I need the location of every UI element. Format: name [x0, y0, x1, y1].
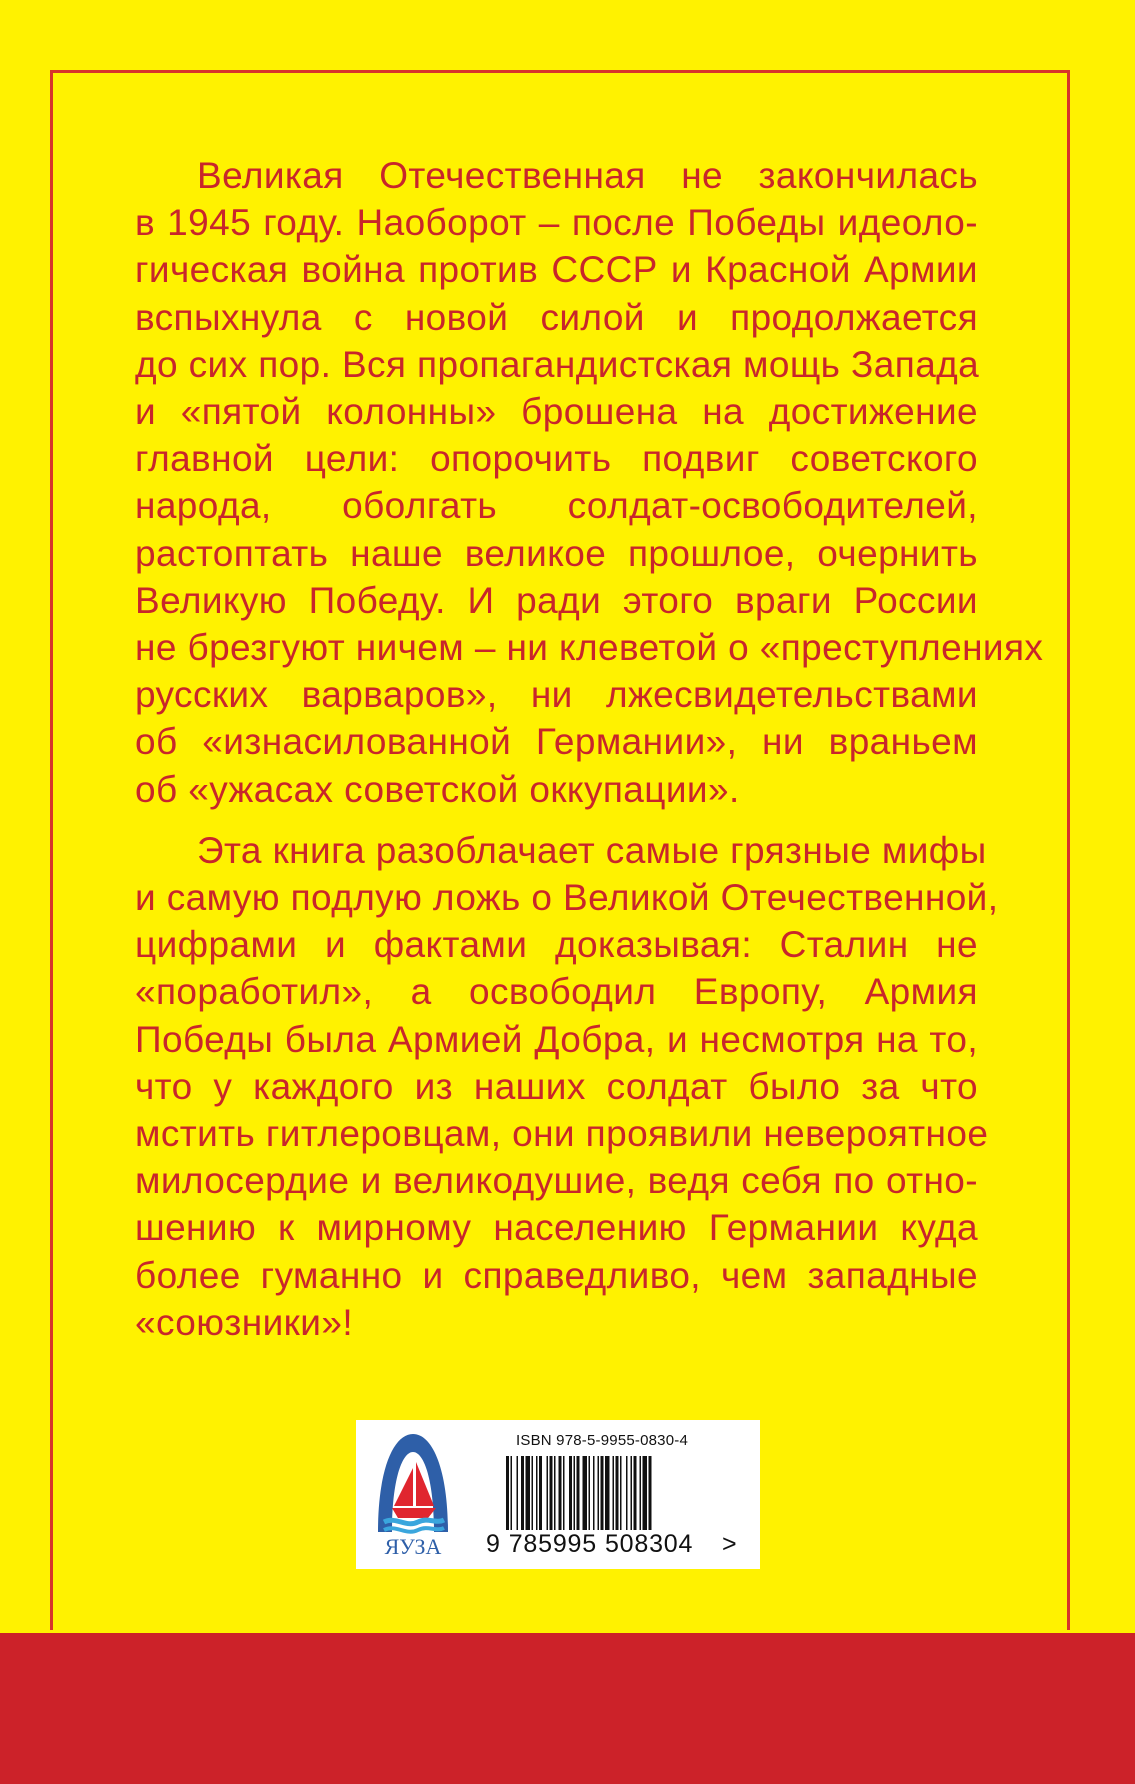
annotation-paragraph-2 [135, 827, 999, 1346]
barcode-arrow: > [722, 1530, 737, 1558]
text-line: главной цели: опорочить подвиг советского [135, 438, 978, 480]
text-line: об «ужасах советской оккупации». [135, 768, 740, 810]
barcode-bar [631, 1456, 633, 1530]
text-line: Эта книга разоблачает самые грязные мифы [197, 829, 987, 871]
isbn-barcode-panel [356, 1420, 760, 1569]
text-line: народа, оболгать солдат-освободителей, [135, 485, 978, 527]
barcode-bar [526, 1456, 531, 1530]
barcode-bar [593, 1456, 595, 1530]
barcode-bar [598, 1456, 600, 1530]
annotation-paragraph-1 [135, 152, 1044, 813]
barcode-digit-lead: 9 [486, 1530, 501, 1558]
text-line: Великая Отечественная не закончилась [197, 155, 978, 196]
text-line: милосердие и великодушие, ведя себя по отно- [135, 1160, 978, 1202]
barcode-bar [643, 1456, 648, 1530]
text-line: в 1945 году. Наоборот – после Победы идеоло- [135, 202, 978, 244]
annotation-text [135, 152, 1044, 1346]
text-line: цифрами и фактами доказывая: Сталин не [135, 924, 978, 966]
text-line: гическая война против СССР и Красной Армии [135, 249, 978, 291]
barcode-bar [634, 1456, 637, 1530]
barcode-bar [640, 1456, 642, 1530]
barcode-digits [484, 1530, 695, 1559]
text-line: что у каждого из наших солдат было за что [135, 1065, 978, 1107]
text-line: не брезгуют ничем – ни клеветой о «преступлениях [135, 627, 1044, 669]
barcode-bar [550, 1456, 553, 1530]
barcode-digits-left: 785995 [508, 1530, 597, 1558]
barcode-bar [521, 1456, 524, 1530]
barcode-bar [589, 1456, 591, 1530]
text-line: до сих пор. Вся пропагандистская мощь Запада [135, 343, 980, 385]
barcode-bar [554, 1456, 556, 1530]
barcode-bar [620, 1456, 622, 1530]
text-line: шению к мирному населению Германии куда [135, 1207, 978, 1249]
text-line: и «пятой колонны» брошена на достижение [135, 391, 978, 433]
text-line: мстить гитлеровцам, они проявили невероятное [135, 1113, 989, 1155]
barcode-bar [569, 1456, 572, 1530]
barcode-bar [605, 1456, 610, 1530]
barcode-bar [601, 1456, 604, 1530]
barcode-bar [563, 1456, 565, 1530]
text-line: и самую подлую ложь о Великой Отечественной, [135, 877, 999, 919]
yauza-publisher-logo [370, 1428, 456, 1560]
barcode-bar [532, 1456, 534, 1530]
text-line: «поработил», а освободил Европу, Армия [135, 971, 978, 1013]
text-line: «союзники»! [135, 1301, 353, 1343]
barcode-bar [547, 1456, 549, 1530]
text-line: русских варваров», ни лжесвидетельствами [135, 674, 978, 716]
publisher-logo-text: ЯУЗА [384, 1534, 442, 1559]
text-line: вспыхнула с новой силой и продолжается [135, 296, 978, 338]
text-line: Победы была Армией Добра, и несмотря на то, [135, 1018, 978, 1060]
bottom-color-band [0, 1633, 1135, 1784]
barcode-bar [539, 1456, 542, 1530]
text-line: Великую Победу. И ради этого враги России [135, 579, 978, 621]
text-line: об «изнасилованной Германии», ни враньем [135, 721, 978, 763]
barcode-bar [626, 1456, 628, 1530]
barcode-digits-right: 508304 [604, 1530, 694, 1558]
barcode-bar [559, 1456, 562, 1530]
text-line: растоптать наше великое прошлое, очернить [135, 532, 978, 574]
barcode-bar [517, 1456, 519, 1530]
barcode-bar [536, 1456, 538, 1530]
isbn-number: ISBN 978-5-9955-0830-4 [516, 1432, 689, 1449]
barcode-bar [613, 1456, 615, 1530]
barcode-bar [574, 1456, 576, 1530]
text-line: более гуманно и справедливо, чем западные [135, 1254, 978, 1296]
barcode-bar [616, 1456, 619, 1530]
